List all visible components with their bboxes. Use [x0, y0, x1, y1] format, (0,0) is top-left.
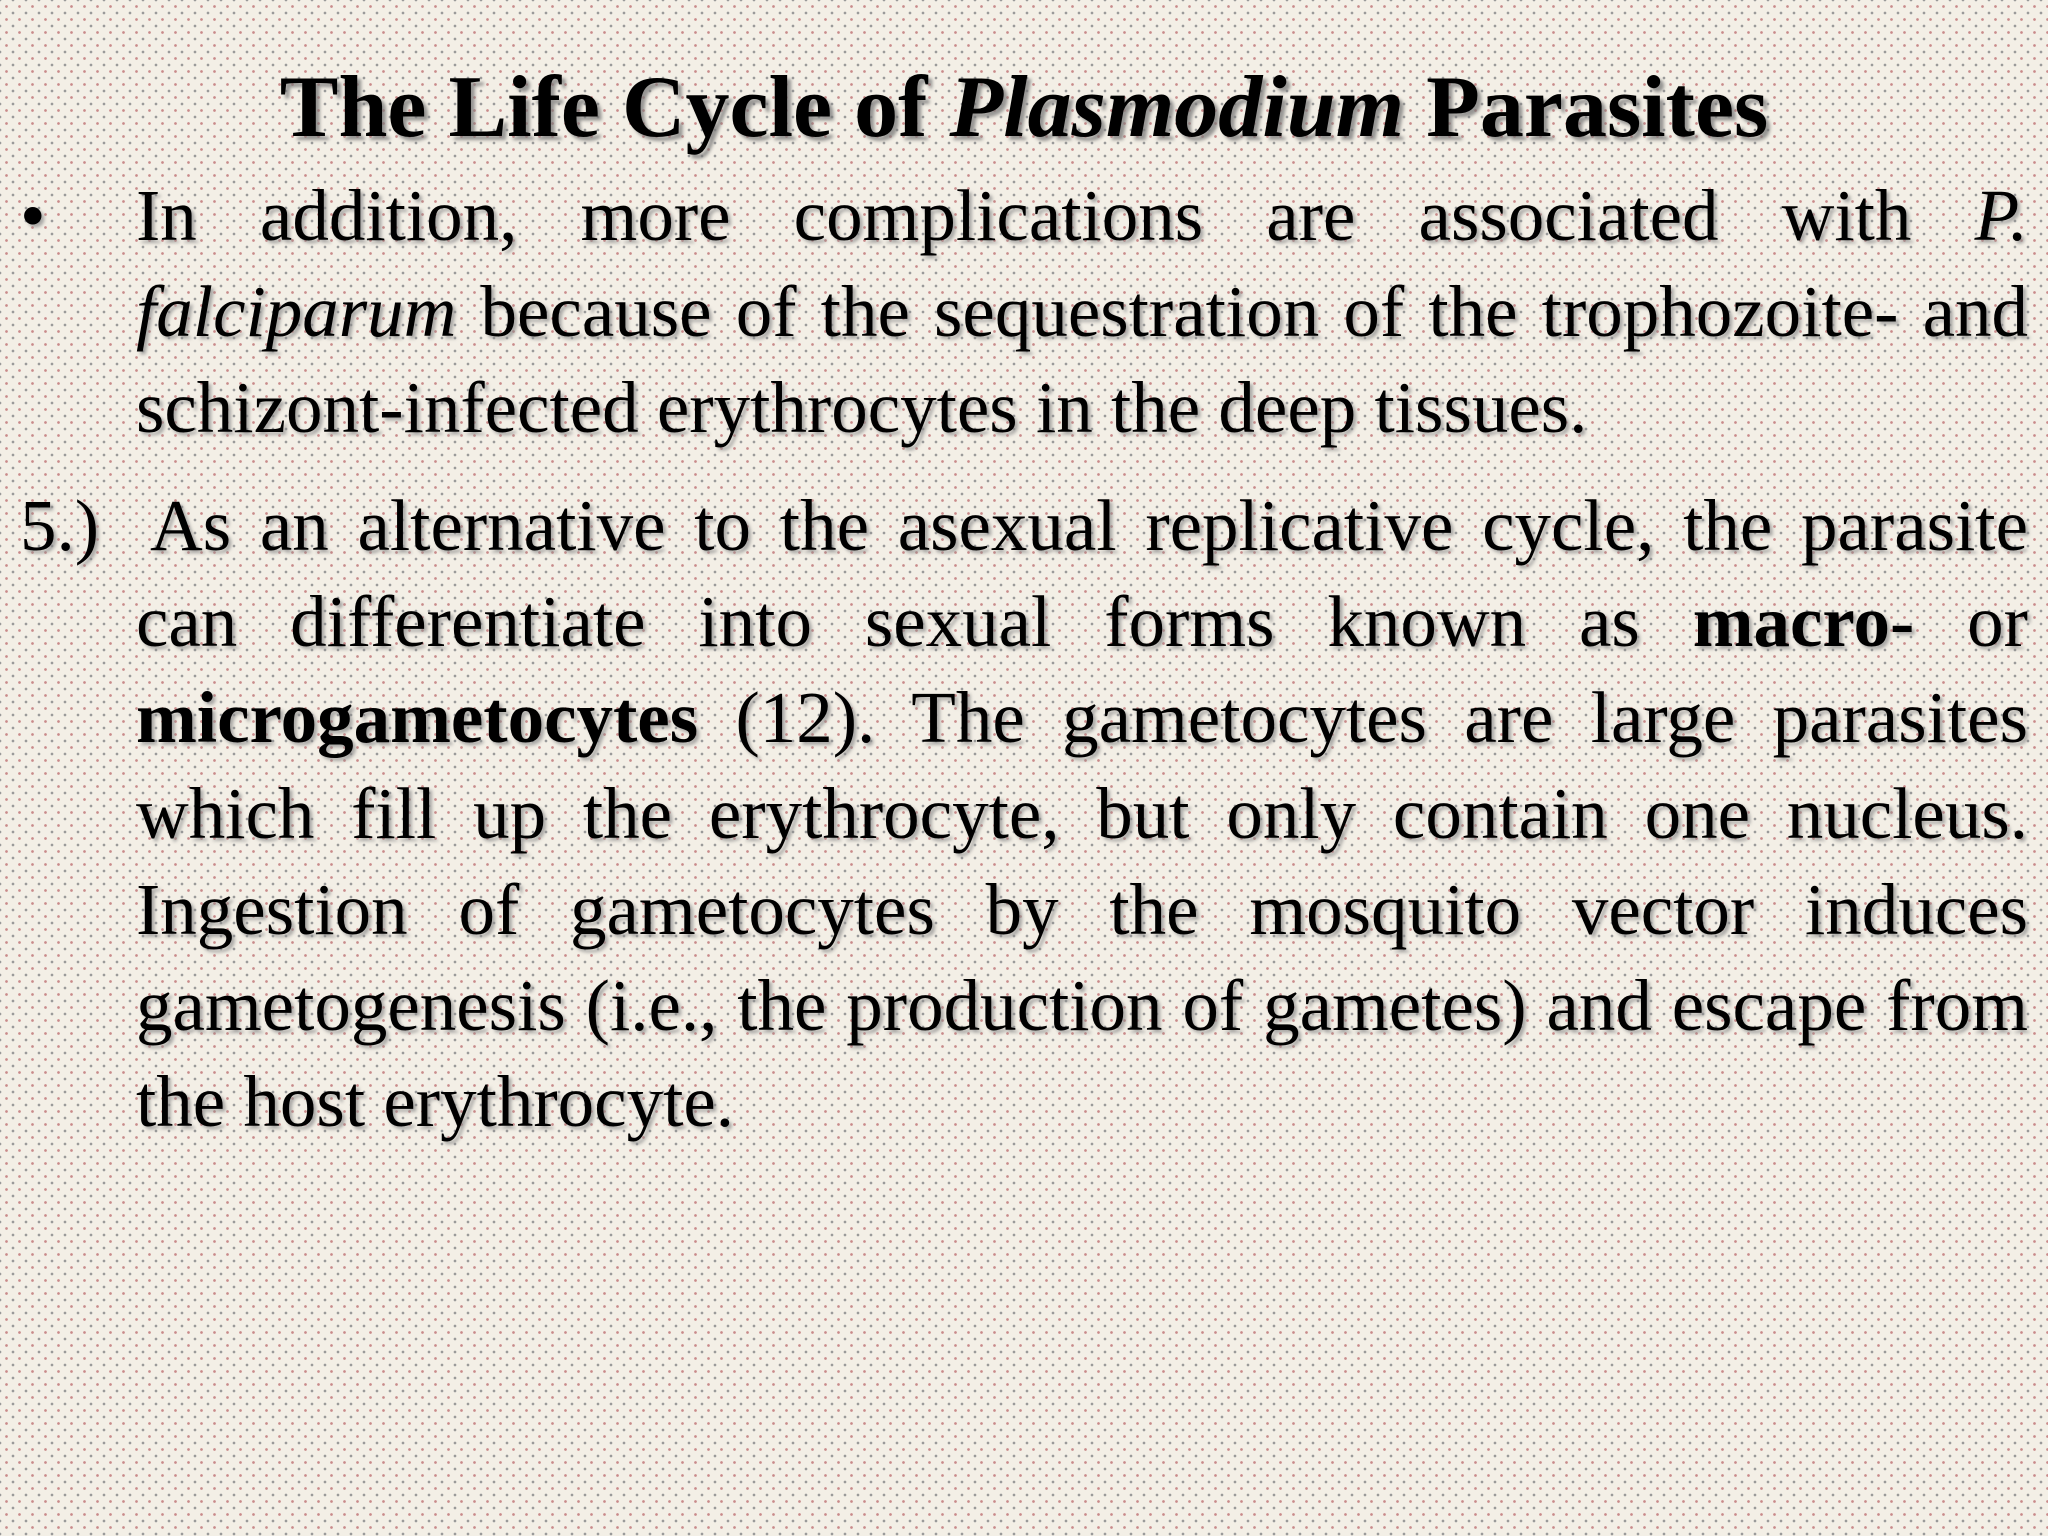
number-marker: 5.) — [20, 485, 100, 566]
numbered-text-3: (12). The gametocytes are large parasites which fill up the erythrocyte, but only contain one nucleus. Ingestion of gametocytes by the mosquito vector induces gametogenesis (i.e., the production of gametes) and escape from the host erythrocyte. — [136, 677, 2028, 1142]
bullet-species-italic: P. falciparum — [136, 175, 2028, 352]
numbered-bold-micro: microgametocytes — [136, 677, 699, 758]
title-text-after: Parasites — [1404, 59, 1769, 156]
bullet-marker: • — [20, 175, 46, 256]
bullet-paragraph — [136, 168, 2028, 456]
title-italic-genus: Plasmodium — [949, 59, 1405, 156]
title-text-before: The Life Cycle of — [279, 59, 950, 156]
bullet-text-1: In addition, more complications are associated with — [136, 175, 1975, 256]
numbered-text-2: or — [1914, 581, 2028, 662]
numbered-paragraph — [136, 478, 2028, 1150]
slide-title — [0, 58, 2048, 158]
bullet-text-2: because of the sequestration of the trophozoite- and schizont-infected erythrocytes in the deep tissues. — [136, 271, 2028, 448]
numbered-text-1: As an alternative to the asexual replicative cycle, the parasite can differentiate into sexual forms known as — [136, 485, 2028, 662]
numbered-bold-macro: macro- — [1692, 581, 1915, 662]
